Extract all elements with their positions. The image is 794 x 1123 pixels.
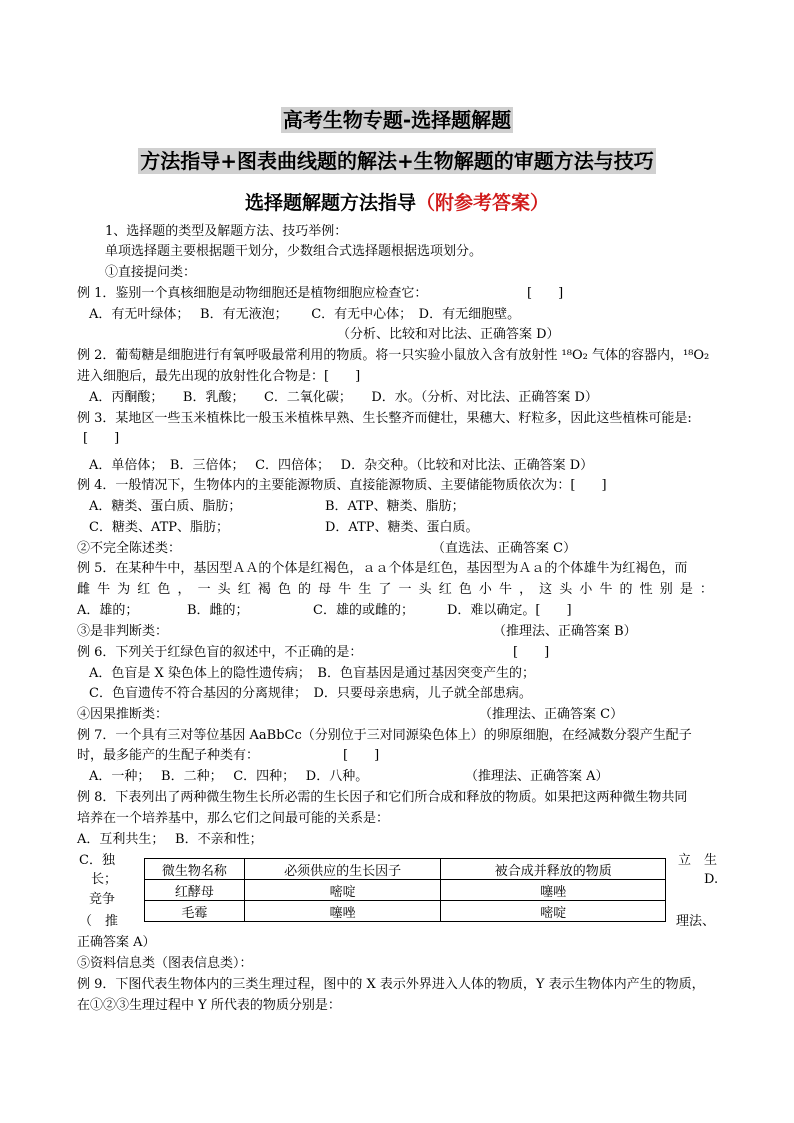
q1-options: A．有无叶绿体； B．有无液泡； C．有无中心体； D．有无细胞壁。 bbox=[89, 307, 521, 322]
title-1-text: 高考生物专题-选择题解题 bbox=[282, 108, 512, 132]
q6-options-1: A．色盲是 X 染色体上的隐性遗传病； B．色盲基因是通过基因突变产生的； bbox=[89, 666, 535, 681]
q5-s2-24: 头 bbox=[559, 582, 573, 597]
q5-s2-18: 红 bbox=[438, 582, 452, 597]
q5-s2-11: 的 bbox=[298, 582, 312, 597]
q8-options-ab: A．互利共生； B．不亲和性； bbox=[77, 832, 263, 847]
q2-stem-1: 例 2．葡萄糖是细胞进行有氧呼吸最常利用的物质。将一只实验小鼠放入含有放射性 ¹⁸O₂ 气体的容器内，¹⁸O₂ bbox=[77, 348, 710, 363]
sec3-note: （推理法、正确答案 B） bbox=[493, 624, 637, 639]
sec2-label: ②不完全陈述类： bbox=[77, 541, 182, 556]
q7-stem-1: 例 7．一个具有三对等位基因 AaBbCc（分别位于三对同源染色体上）的卵原细胞，在经减数分裂产生配子 bbox=[77, 728, 692, 743]
table-row bbox=[145, 880, 666, 901]
section-title-answer-note: （附参考答案） bbox=[416, 192, 550, 214]
q5-s2-13: 牛 bbox=[338, 582, 352, 597]
q2-options: A．丙酮酸； B．乳酸； C．二氧化碳； D．水。（分析、对比法、正确答案 D） bbox=[89, 390, 598, 405]
table-cell: 毛霉 bbox=[145, 901, 245, 922]
q5-s2-29: 别 bbox=[659, 582, 673, 597]
q5-s2-15: 了 bbox=[378, 582, 392, 597]
q5-s2-1: 牛 bbox=[97, 582, 111, 597]
q1-bracket: [ ] bbox=[527, 286, 564, 301]
table-header-row bbox=[145, 859, 666, 880]
q8-left-2: 长； bbox=[91, 872, 118, 887]
q5-s2-6: 一 bbox=[197, 582, 211, 597]
q6-options-2: C．色盲遗传不符合基因的分离规律； D．只要母亲患病，儿子就全部患病。 bbox=[89, 686, 532, 701]
intro-line-1: 1、选择题的类型及解题方法、技巧举例： bbox=[105, 224, 348, 239]
q5-s2-25: 小 bbox=[579, 582, 593, 597]
q9-stem-2: 在①②③生理过程中 Y 所代表的物质分别是： bbox=[77, 998, 341, 1013]
q5-s2-14: 生 bbox=[358, 582, 372, 597]
q5-s2-8: 红 bbox=[237, 582, 251, 597]
table-row bbox=[145, 901, 666, 922]
q5-s2-10: 色 bbox=[277, 582, 291, 597]
q5-s2-4: 色 bbox=[157, 582, 171, 597]
section-title bbox=[0, 188, 794, 215]
q8-left-4: （ 推 bbox=[79, 914, 119, 929]
intro-line-2: 单项选择题主要根据题干划分，少数组合式选择题根据选项划分。 bbox=[105, 244, 483, 259]
q5-s2-20: 小 bbox=[478, 582, 492, 597]
q5-s2-31: ： bbox=[699, 582, 713, 597]
q5-s2-23: 这 bbox=[539, 582, 553, 597]
q6-stem: 例 6．下列关于红绿色盲的叙述中，不正确的是： bbox=[77, 645, 363, 660]
q5-s2-27: 的 bbox=[619, 582, 633, 597]
q5-s2-19: 色 bbox=[458, 582, 472, 597]
q5-s2-5: ， bbox=[177, 582, 191, 597]
q8-tail: 正确答案 A） bbox=[77, 935, 156, 950]
q1-note: （分析、比较和对比法、正确答案 D） bbox=[337, 327, 560, 342]
q7-note: （推理法、正确答案 A） bbox=[465, 769, 609, 784]
section-title-main: 选择题解题方法指导 bbox=[244, 192, 416, 214]
q5-s2-7: 头 bbox=[217, 582, 231, 597]
q5-s2-28: 性 bbox=[639, 582, 653, 597]
q5-option-b: B．雌的； bbox=[187, 603, 249, 618]
q8-stem-1: 例 8．下表列出了两种微生物生长所必需的生长因子和它们所合成和释放的物质。如果把这两种微生物共同 bbox=[77, 790, 688, 805]
q8-right-3: 理法、 bbox=[676, 914, 716, 929]
title-2-text: 方法指导+图表曲线题的解法+生物解题的审题方法与技巧 bbox=[140, 149, 654, 173]
q3-stem: 例 3．某地区一些玉米植株比一般玉米植株早熟、生长整齐而健壮，果穗大、籽粒多，因此这些植株可能是: bbox=[77, 411, 692, 426]
table-cell: 嘧啶 bbox=[244, 880, 441, 901]
sec4-label: ④因果推断类： bbox=[77, 707, 169, 722]
table-cell: 红酵母 bbox=[145, 880, 245, 901]
q5-s2-16: 一 bbox=[398, 582, 412, 597]
q8-left-1: C．独 bbox=[79, 853, 115, 868]
q5-s2-26: 牛 bbox=[599, 582, 613, 597]
q8-stem-2: 培养在一个培养基中，那么它们之间最可能的关系是： bbox=[77, 811, 390, 826]
q5-s2-17: 头 bbox=[418, 582, 432, 597]
intro-line-3: ①直接提问类： bbox=[105, 265, 197, 280]
q5-option-c: C．雄的或雌的； bbox=[313, 603, 414, 618]
q5-s2-22: ， bbox=[519, 582, 533, 597]
sec4-note: （推理法、正确答案 C） bbox=[479, 707, 624, 722]
sec2-note: （直选法、正确答案 C） bbox=[432, 541, 577, 556]
q3-bracket: [ ] bbox=[83, 431, 120, 446]
q8-right-1: 立 生 bbox=[678, 853, 718, 868]
sec5-label: ⑤资料信息类（图表信息类）： bbox=[77, 956, 253, 971]
table-cell: 噻唑 bbox=[441, 880, 666, 901]
q1-stem: 例 1．鉴别一个真核细胞是动物细胞还是植物细胞应检查它： bbox=[77, 286, 428, 301]
title-line-2 bbox=[0, 145, 794, 174]
q5-option-a: A．雄的； bbox=[77, 603, 139, 618]
microbe-table bbox=[144, 858, 666, 922]
q5-s2-30: 是 bbox=[679, 582, 693, 597]
q8-left-3: 竞争 bbox=[89, 892, 116, 907]
table-header-cell: 必须供应的生长因子 bbox=[244, 859, 441, 880]
q4-option-b: B．ATP、糖类、脂肪； bbox=[325, 499, 465, 514]
q5-option-d: D．难以确定。[ ] bbox=[447, 603, 572, 618]
q7-stem-2: 时，最多能产的生配子种类有： bbox=[77, 748, 260, 763]
q5-s2-9: 褐 bbox=[257, 582, 271, 597]
q5-s2-12: 母 bbox=[318, 582, 332, 597]
q5-s2-2: 为 bbox=[117, 582, 131, 597]
q3-options: A．单倍体； B．三倍体； C．四倍体； D．杂交种。（比较和对比法、正确答案 D） bbox=[89, 458, 594, 473]
q5-s2-21: 牛 bbox=[498, 582, 512, 597]
q5-s2-3: 红 bbox=[137, 582, 151, 597]
table-header-cell: 被合成并释放的物质 bbox=[441, 859, 666, 880]
q5-s2-0: 雌 bbox=[77, 582, 91, 597]
q4-option-d: D．ATP、糖类、蛋白质。 bbox=[325, 520, 479, 535]
q7-bracket: [ ] bbox=[343, 748, 380, 763]
table-cell: 嘧啶 bbox=[441, 901, 666, 922]
table-cell: 噻唑 bbox=[244, 901, 441, 922]
q4-option-a: A．糖类、蛋白质、脂肪； bbox=[89, 499, 242, 514]
title-line-1 bbox=[0, 104, 794, 133]
table-header-cell: 微生物名称 bbox=[145, 859, 245, 880]
q4-option-c: C．糖类、ATP、脂肪； bbox=[89, 520, 230, 535]
q5-stem-2 bbox=[77, 580, 713, 600]
q9-stem-1: 例 9．下图代表生物体内的三类生理过程，图中的 X 表示外界进入人体的物质，Y 表示生物体内产生的物质， bbox=[77, 977, 705, 992]
sec3-label: ③是非判断类： bbox=[77, 624, 169, 639]
q2-stem-2: 进入细胞后，最先出现的放射性化合物是：[ ] bbox=[77, 369, 361, 384]
q6-bracket: [ ] bbox=[513, 645, 550, 660]
q4-stem: 例 4．一般情况下，生物体内的主要能源物质、直接能源物质、主要储能物质依次为：[ ] bbox=[77, 478, 607, 493]
q8-right-2: D. bbox=[704, 872, 719, 887]
q5-stem-1: 例 5．在某种牛中，基因型ＡＡ的个体是红褐色，ａａ个体是红色，基因型为Ａａ的个体雄牛为红褐色，而 bbox=[77, 561, 688, 576]
q7-options: A．一种； B．二种； C．四种； D．八种。 bbox=[89, 769, 369, 784]
